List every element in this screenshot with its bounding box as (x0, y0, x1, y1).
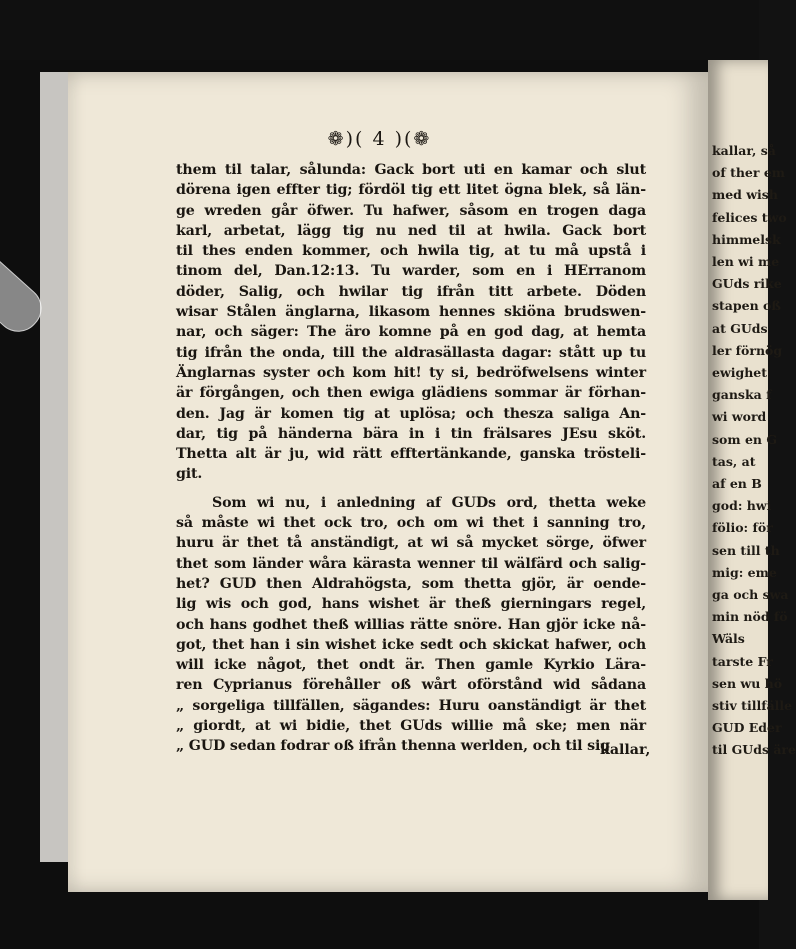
facing-line: ganska f (712, 387, 772, 403)
facing-line: ga och swa (712, 587, 789, 603)
header-ornament-left: ❁)( (327, 128, 365, 150)
page-header (0, 128, 759, 150)
facing-line: felices two (712, 209, 787, 225)
facing-line: mig: eme (712, 564, 777, 580)
text-line: til thes enden kommer, och hwila tig, at tu må upstå i (176, 243, 646, 260)
paragraph-1 (176, 160, 646, 485)
facing-line: af en B (712, 476, 762, 492)
text-line: „ sorgeliga tillfällen, sägandes: Huru oanständigt är thet (176, 697, 646, 714)
text-line: tinom del, Dan.12:13. Tu warder, som en i HErranom (176, 263, 646, 280)
text-line: dar, tig på händerna bära in i tin frälsares JEsu sköt. (176, 425, 646, 442)
facing-line: med wish (712, 187, 778, 203)
facing-line: min nöd fö (712, 609, 788, 625)
text-line: tig ifrån the onda, till the aldrasällasta dagar: stått up tu (176, 344, 646, 361)
text-line: „ giordt, at wi bidie, thet GUds willie må ske; men när (176, 718, 646, 735)
facing-line: til GUds äre (712, 742, 796, 758)
text-line: got, thet han i sin wishet icke sedt och skickat hafwer, och (176, 636, 646, 653)
facing-line: GUD Eder (712, 720, 782, 736)
facing-line: tas, at (712, 453, 756, 469)
page-body-text (176, 160, 646, 757)
facing-line: kallar, så (712, 143, 776, 158)
page-number: 4 (372, 128, 387, 150)
text-line: will icke något, thet ondt är. Then gamle Kyrkio Lära- (176, 657, 646, 674)
facing-line: of ther em (712, 165, 785, 181)
facing-line: sen wu hö (712, 675, 783, 691)
text-line: het? GUD then Aldrahögsta, som thetta gjör, är oende- (176, 575, 646, 592)
text-line: så måste wi thet ock tro, och om wi thet i sanning tro, (176, 515, 646, 532)
facing-line: sen till th (712, 542, 780, 558)
text-line: thet som länder wåra kärasta wenner til wälfärd och salig- (176, 555, 646, 572)
text-line: dörena igen effter tig; fördöl tig ett litet ögna blek, så län- (176, 182, 646, 199)
text-line: ren Cyprianus förehåller oß wårt oförstånd wid sådana (176, 677, 646, 694)
facing-line: at GUds (712, 320, 768, 336)
facing-line: ewighet (712, 365, 768, 381)
facing-line: god: hwi (712, 498, 772, 514)
facing-line: len wi me (712, 254, 780, 270)
text-line: karl, arbetat, lägg tig nu ned til at hwila. Gack bort (176, 222, 646, 239)
text-line: Som wi nu, i anledning af GUDs ord, thetta weke (212, 494, 646, 511)
text-line: git. (176, 466, 203, 483)
facing-line: ler förnög (712, 342, 783, 358)
header-ornament-right: )(❁ (394, 128, 432, 150)
facing-line: som en G (712, 431, 778, 447)
text-line: och hans godhet theß willias rätte snöre. Han gjör icke nå- (176, 616, 646, 633)
text-line: är förgången, och then ewiga glädiens sommar är förhan- (176, 385, 646, 402)
text-line: wisar Stålen änglarna, likasom hennes skiöna brudswen- (176, 304, 646, 321)
text-line: Thetta alt är ju, wid rätt efftertänkande, ganska trösteli- (176, 446, 646, 463)
text-line: them til talar, sålunda: Gack bort uti en kamar och slut (176, 162, 646, 178)
text-line: Änglarnas syster och kom hit! ty si, bedröfwelsens winter (176, 364, 646, 381)
catchword: kallar, (600, 742, 651, 758)
text-line: lig wis och god, hans wishet är theß gierningars regel, (176, 596, 646, 613)
facing-line: Wäls (712, 631, 745, 647)
facing-line: tarste Fr (712, 653, 773, 669)
text-line: ge wreden går öfwer. Tu hafwer, såsom en trogen daga (176, 202, 646, 219)
facing-line: fölio: för (712, 520, 773, 536)
facing-line: stiv tillfälle (712, 698, 793, 714)
facing-line: himmelsk (712, 231, 781, 247)
text-line: den. Jag är komen tig at uplösa; och thesza saliga An- (176, 405, 646, 422)
paragraph-2 (176, 493, 646, 757)
facing-page-text (712, 140, 796, 762)
facing-line: wi word (712, 409, 767, 425)
book-board-edge (40, 72, 70, 862)
text-line: huru är thet tå anständigt, at wi så mycket sörge, öfwer (176, 535, 646, 552)
facing-line: stapen oß (712, 298, 781, 314)
facing-line: GUds rike (712, 276, 782, 292)
text-line: döder, Salig, och hwilar tig ifrån titt arbete. Döden (176, 283, 646, 300)
text-line: nar, och säger: The äro komne på en god dag, at hemta (176, 324, 646, 341)
text-line: „ GUD sedan fodrar oß ifrån thenna werlden, och til sig (176, 738, 610, 755)
